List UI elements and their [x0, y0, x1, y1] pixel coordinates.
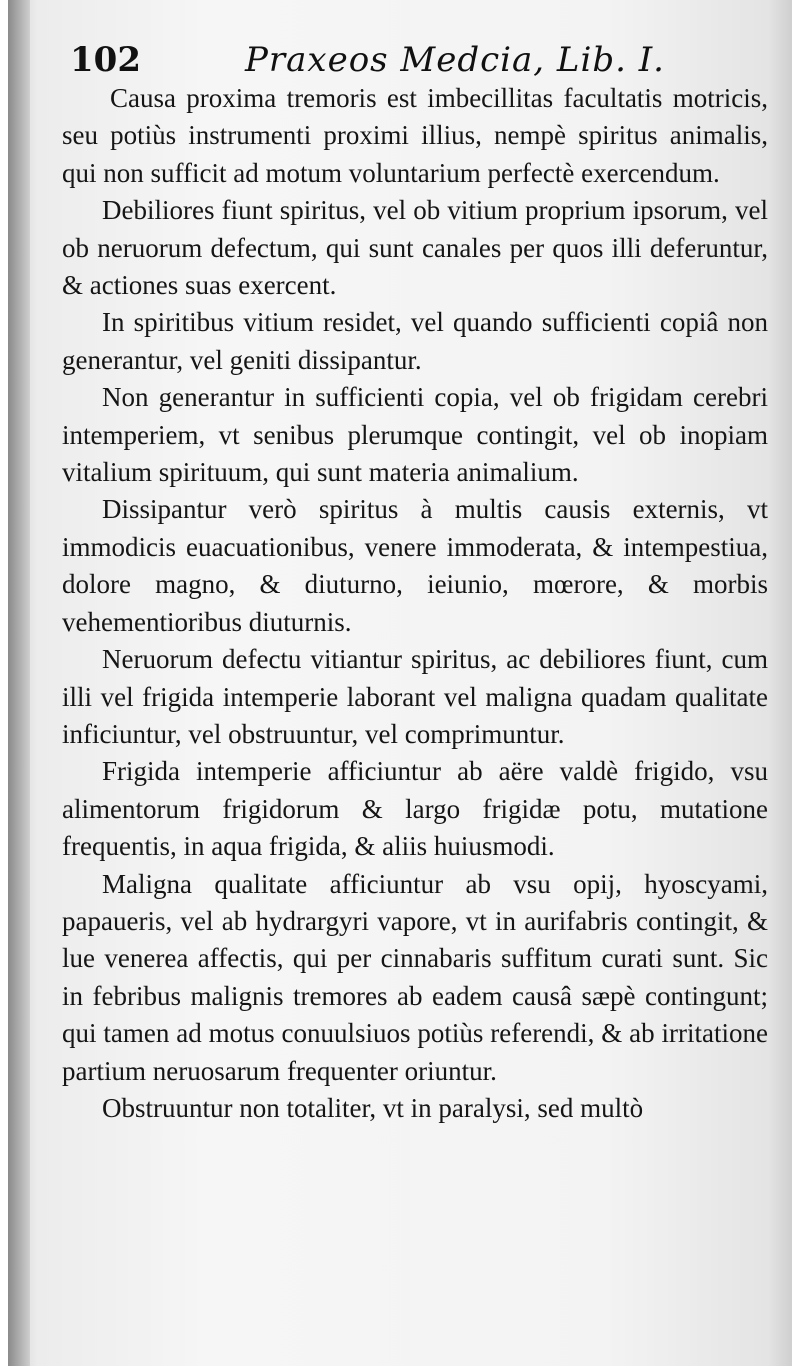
paragraph: In spiritibus vitium residet, vel quando sufficienti copiâ non generantur, vel geniti dissipantur.	[62, 307, 768, 375]
paragraph: Neruorum defectu vitiantur spiritus, ac debiliores fiunt, cum illi vel frigida intemperie laborant vel maligna quadam qualitate inficiuntur, vel obstruuntur, vel comprimuntur.	[62, 644, 768, 749]
paragraph: Debiliores fiunt spiritus, vel ob vitium proprium ipsorum, vel ob neruorum defectum, qui sunt canales per quos illi deferuntur, & actiones suas exercent.	[62, 195, 768, 301]
paragraph: Dissipantur verò spiritus à multis causis externis, vt immodicis euacuationibus, venere immoderata, & intempestiua, dolore magno, & diuturno, ieiunio, mœrore, & morbis vehementioribus diuturnis.	[62, 494, 768, 637]
page-gutter-shadow	[8, 0, 30, 1366]
paragraph: Frigida intemperie afficiuntur ab aëre valdè frigido, vsu alimentorum frigidorum & largo frigidæ potu, mutatione frequentis, in aqua frigida, & aliis huiusmodi.	[62, 756, 768, 862]
running-title: Praxeos Medcia, Lib. I.	[245, 40, 665, 80]
paragraph: Maligna qualitate afficiuntur ab vsu opij, hyoscyami, papaueris, vel ab hydrargyri vapore, vt in aurifabris contingit, & lue venerea affectis, qui per cinnabaris suffitum curati sunt. Sic in febribus malignis tremores ab eadem causâ sæpè contingunt; qui tamen ad motus conuulsiuos potiùs referendi, & ab irritatione partium neruosarum frequenter oriuntur.	[62, 868, 768, 1086]
body-text	[62, 80, 768, 1127]
paragraph: Obstruuntur non totaliter, vt in paralysi, sed multò	[102, 1092, 644, 1123]
page-number: 102	[70, 40, 141, 80]
paragraph: Causa proxima tremoris est imbecillitas facultatis motricis, seu potiùs instrumenti proximi illius, nempè spiritus animalis, qui non sufficit ad motum voluntarium perfectè exercendum.	[62, 83, 768, 188]
book-page	[8, 0, 792, 1366]
paragraph: Non generantur in sufficienti copia, vel ob frigidam cerebri intemperiem, vt senibus plerumque contingit, vel ob inopiam vitalium spirituum, qui sunt materia animalium.	[62, 382, 768, 488]
